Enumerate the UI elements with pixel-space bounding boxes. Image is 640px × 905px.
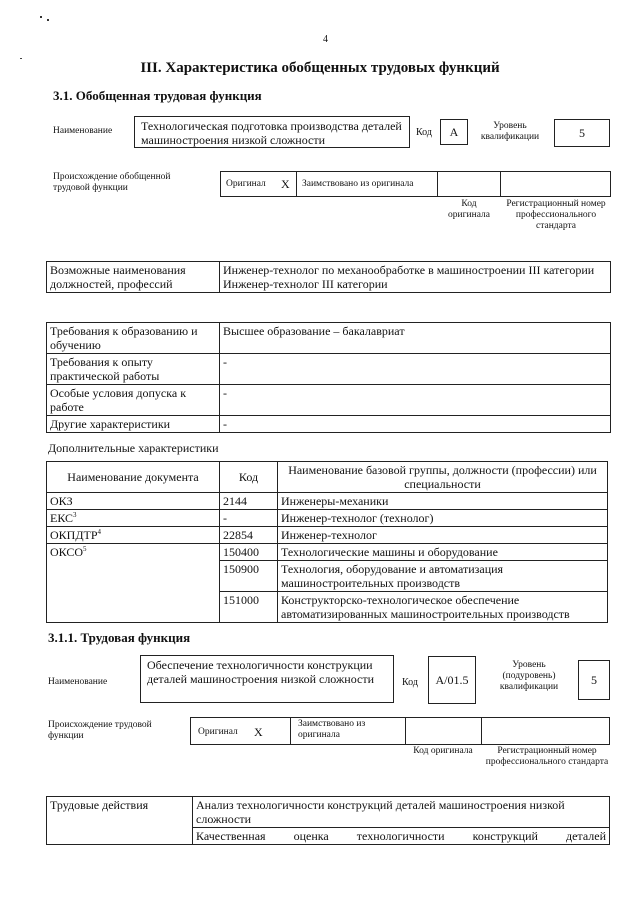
tf-code-caption: Код оригинала <box>413 746 473 756</box>
code-cell: 150400 <box>220 544 278 561</box>
name-cell: Инженеры-механики <box>278 493 608 510</box>
requirement-row <box>47 416 611 433</box>
gtf-code-label: Код <box>416 127 432 138</box>
code-cell: - <box>220 510 278 527</box>
positions-row <box>47 262 611 293</box>
requirement-label: Другие характеристики <box>47 416 220 433</box>
gtf-original-mark: X <box>281 177 290 191</box>
tf-code-value <box>428 656 476 704</box>
positions-label: Возможные наименования должностей, профессий <box>47 262 220 293</box>
requirement-value: - <box>220 354 611 385</box>
tf-original-label: Оригинал <box>198 727 238 737</box>
gtf-origin-box <box>220 171 611 197</box>
col-code-header: Код <box>220 462 278 493</box>
positions-value <box>220 262 611 293</box>
code-cell: 150900 <box>220 561 278 592</box>
gtf-origin-div3 <box>500 171 501 197</box>
name-cell: Конструкторско-технологическое обеспечение автоматизированных машиностроительных производств <box>278 592 608 623</box>
doc-name: ЕКС <box>50 511 74 525</box>
additional-table <box>46 461 608 623</box>
additional-heading: Дополнительные характеристики <box>48 441 219 455</box>
actions-line2: Качественная оценка технологичности конструкций деталей <box>196 829 606 843</box>
tf-origin-div3 <box>481 717 482 745</box>
additional-header-row <box>47 462 608 493</box>
gtf-name-label: Наименование <box>53 126 113 136</box>
requirement-row <box>47 354 611 385</box>
doc-cell <box>47 493 220 510</box>
name-cell: Технологические машины и оборудование <box>278 544 608 561</box>
table-row <box>47 527 608 544</box>
positions-table <box>46 261 611 293</box>
tf-level-value <box>578 660 610 700</box>
code-cell: 2144 <box>220 493 278 510</box>
actions-line2-cell <box>193 828 610 845</box>
tf-name-text: Обеспечение технологичности конструкции деталей машиностроения низкой сложности <box>147 658 375 686</box>
requirement-value: - <box>220 416 611 433</box>
tf-origin-div2 <box>405 717 406 745</box>
gtf-origin-label: Происхождение обобщенной трудовой функции <box>53 172 171 193</box>
requirement-label: Особые условия допуска к работе <box>47 385 220 416</box>
doc-footnote: 5 <box>83 545 87 553</box>
requirement-row <box>47 385 611 416</box>
gtf-code-value <box>440 119 468 145</box>
requirement-value: - <box>220 385 611 416</box>
gtf-origin-div1 <box>296 171 297 197</box>
page-number: 4 <box>323 34 328 45</box>
gtf-level-text: 5 <box>579 126 585 140</box>
gtf-code-caption: Код оригинала <box>448 199 490 220</box>
scan-speck <box>40 16 42 18</box>
tf-name-value <box>140 655 394 703</box>
doc-cell <box>47 544 220 623</box>
scan-speck <box>47 19 49 21</box>
actions-row <box>47 797 610 828</box>
requirement-row <box>47 323 611 354</box>
gtf-reg-caption: Регистрационный номер профессионального стандарта <box>506 199 606 231</box>
table-row <box>47 510 608 527</box>
positions-value-line2: Инженер-технолог III категории <box>223 277 388 291</box>
col-name-header: Наименование базовой группы, должности (профессии) или специальности <box>278 462 608 493</box>
table-row <box>47 544 608 561</box>
actions-line1: Анализ технологичности конструкций деталей машиностроения низкой сложности <box>193 797 610 828</box>
tf-code-text: A/01.5 <box>435 673 469 687</box>
tf-origin-label: Происхождение трудовой функции <box>48 720 152 741</box>
section-title: III. Характеристика обобщенных трудовых функций <box>140 60 500 76</box>
name-cell: Инженер-технолог <box>278 527 608 544</box>
tf-heading: 3.1.1. Трудовая функция <box>48 630 191 645</box>
doc-name: ОКЗ <box>50 494 73 508</box>
tf-level-label: Уровень (подуровень) квалификации <box>499 660 559 692</box>
tf-reg-caption: Регистрационный номер профессионального стандарта <box>485 746 609 767</box>
doc-name: ОКПДТР <box>50 528 98 542</box>
requirements-table <box>46 322 611 433</box>
name-cell: Технология, оборудование и автоматизация машиностроительных производств <box>278 561 608 592</box>
table-row <box>47 493 608 510</box>
requirement-value: Высшее образование – бакалавриат <box>220 323 611 354</box>
gtf-code-text: A <box>449 125 459 139</box>
gtf-borrowed-label: Заимствовано из оригинала <box>302 179 414 189</box>
doc-footnote: 3 <box>73 511 77 519</box>
code-cell: 151000 <box>220 592 278 623</box>
tf-level-text: 5 <box>591 673 597 687</box>
tf-name-label: Наименование <box>48 677 108 687</box>
name-cell: Инженер-технолог (технолог) <box>278 510 608 527</box>
gtf-original-label: Оригинал <box>226 179 266 189</box>
gtf-level-value <box>554 119 610 147</box>
actions-label: Трудовые действия <box>47 797 193 845</box>
tf-origin-box <box>190 717 610 745</box>
requirement-label: Требования к образованию и обучению <box>47 323 220 354</box>
code-cell: 22854 <box>220 527 278 544</box>
actions-table <box>46 796 610 845</box>
gtf-origin-div2 <box>437 171 438 197</box>
doc-name: ОКСО <box>50 545 84 559</box>
gtf-name-text: Технологическая подготовка производства деталей машиностроения низкой сложности <box>141 119 402 147</box>
gtf-level-label: Уровень квалификации <box>480 121 540 142</box>
positions-value-line1: Инженер-технолог по механообработке в машиностроении III категории <box>223 263 595 277</box>
doc-cell <box>47 510 220 527</box>
tf-code-label: Код <box>402 677 418 688</box>
tf-original-mark: X <box>254 725 263 739</box>
doc-cell <box>47 527 220 544</box>
gtf-heading: 3.1. Обобщенная трудовая функция <box>53 88 262 103</box>
requirement-label: Требования к опыту практической работы <box>47 354 220 385</box>
gtf-name-value <box>134 116 410 148</box>
col-doc-header: Наименование документа <box>47 462 220 493</box>
tf-borrowed-label: Заимствовано из оригинала <box>298 719 366 740</box>
tf-origin-div1 <box>290 717 291 745</box>
doc-footnote: 4 <box>97 528 102 536</box>
